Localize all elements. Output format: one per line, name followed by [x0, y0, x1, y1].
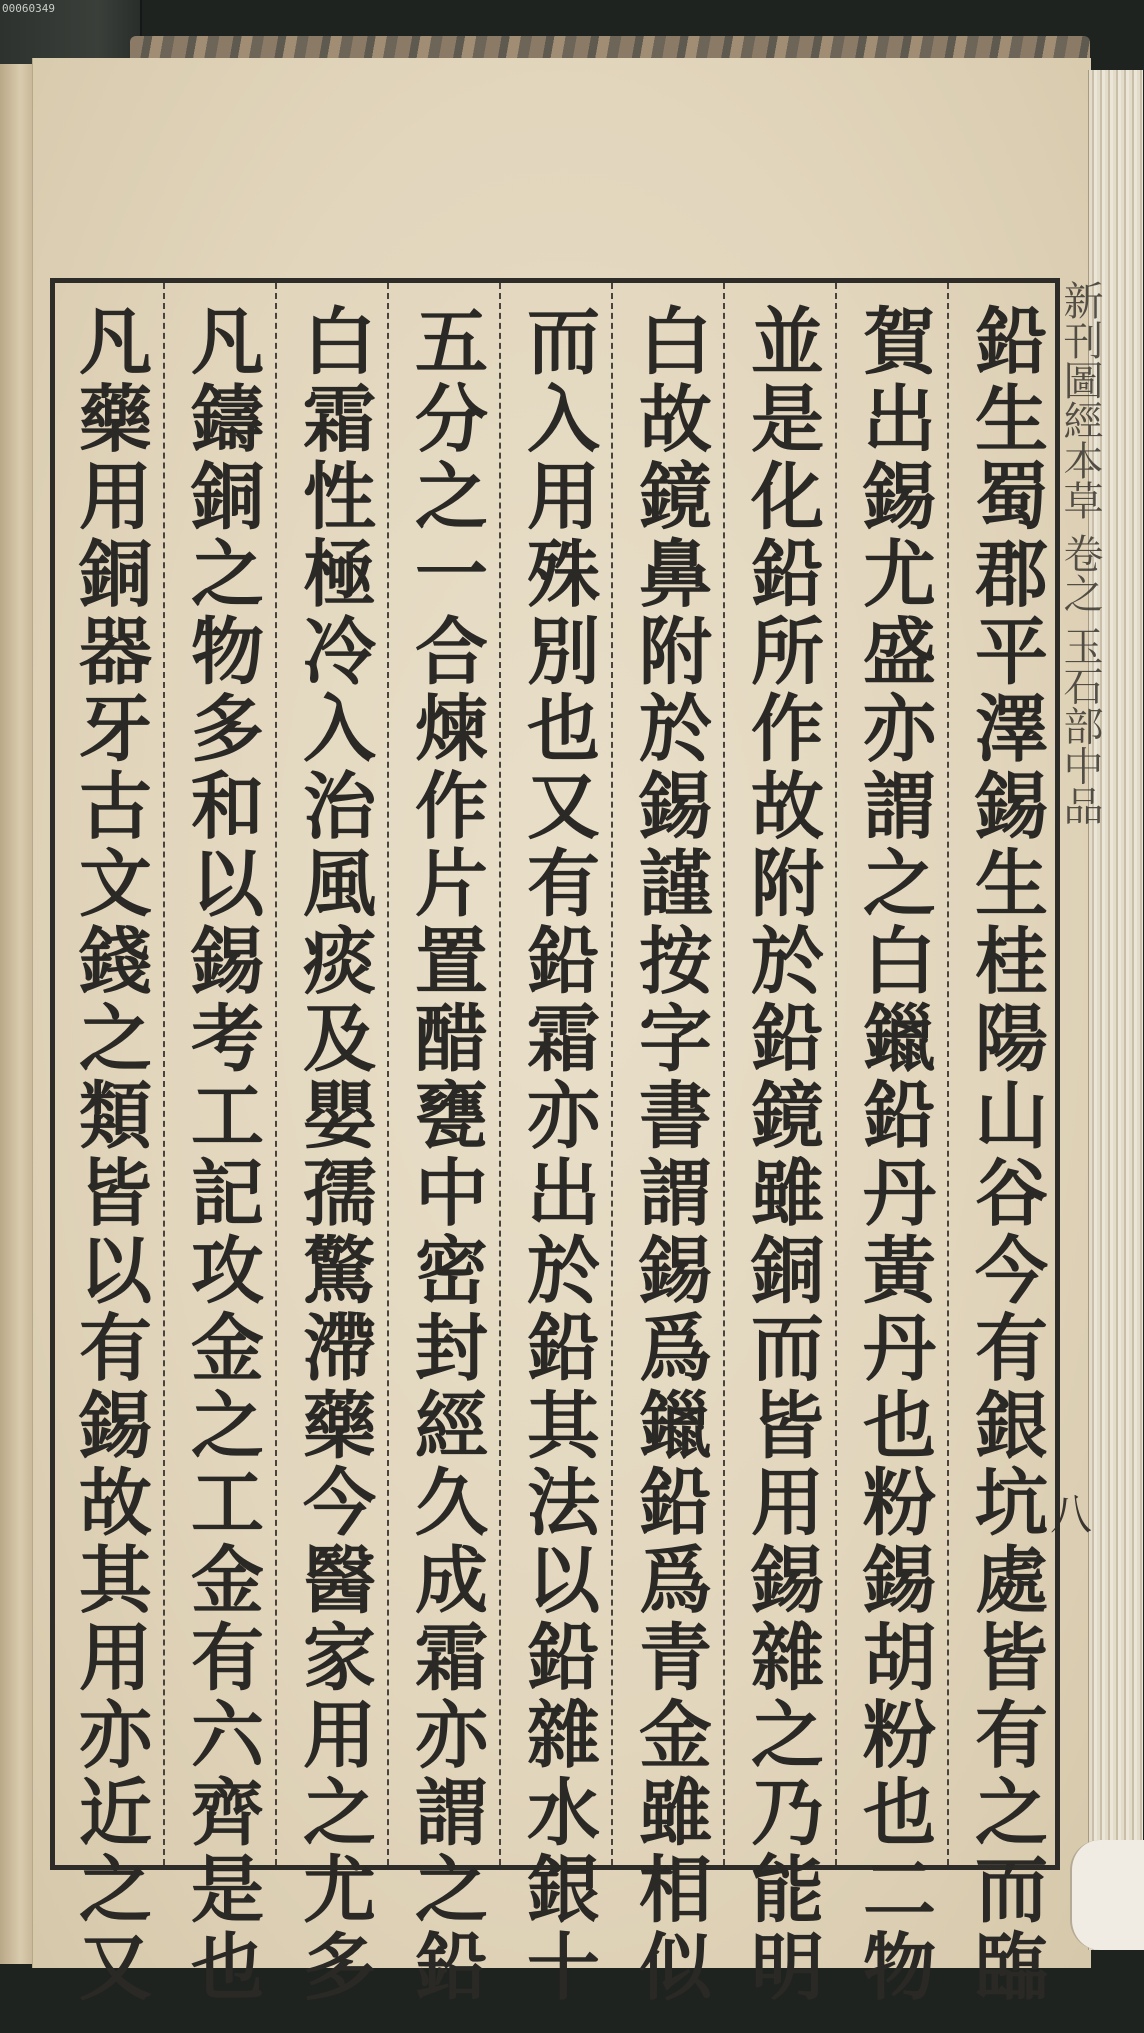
column-rule	[163, 283, 165, 1865]
column-rule	[611, 283, 613, 1865]
column-rule	[723, 283, 725, 1865]
running-header: 新刊圖經本草 卷之 玉石部中品	[1057, 280, 1103, 826]
text-column-2: 賀出錫尤盛亦謂之白鑞鉛丹黃丹也粉錫胡粉也二物	[850, 303, 936, 2006]
text-column-7: 白霜性極冷入治風痰及嬰孺驚滯藥今醫家用之尤多	[290, 303, 376, 2006]
left-page-edge	[0, 64, 35, 1964]
text-frame	[50, 278, 1060, 2006]
column-rule	[499, 283, 501, 1865]
text-column-9: 凡藥用銅器牙古文錢之類皆以有錫故其用亦近之又	[66, 303, 152, 2006]
column-rule	[275, 283, 277, 1865]
text-column-8: 凡鑄銅之物多和以錫考工記攻金之工金有六齊是也	[178, 303, 264, 2006]
folio-number: 八	[1044, 1492, 1093, 1534]
text-column-6: 五分之一合煉作片置醋甕中密封經久成霜亦謂之鉛	[402, 303, 488, 2006]
text-column-1: 鉛生蜀郡平澤錫生桂陽山谷今有銀坑處皆有之而臨	[962, 303, 1048, 2006]
text-column-3: 並是化鉛所作故附於鉛鏡雖銅而皆用錫雜之乃能明	[738, 303, 824, 2006]
text-column-5: 而入用殊別也又有鉛霜亦出於鉛其法以鉛雜水銀十	[514, 303, 600, 2006]
text-column-4: 白故鏡鼻附於錫謹按字書謂錫爲鑞鉛爲青金雖相似	[626, 303, 712, 2006]
column-rule	[947, 283, 949, 1865]
column-rule	[387, 283, 389, 1865]
column-rule	[835, 283, 837, 1865]
catalog-id: 00060349	[2, 2, 55, 15]
